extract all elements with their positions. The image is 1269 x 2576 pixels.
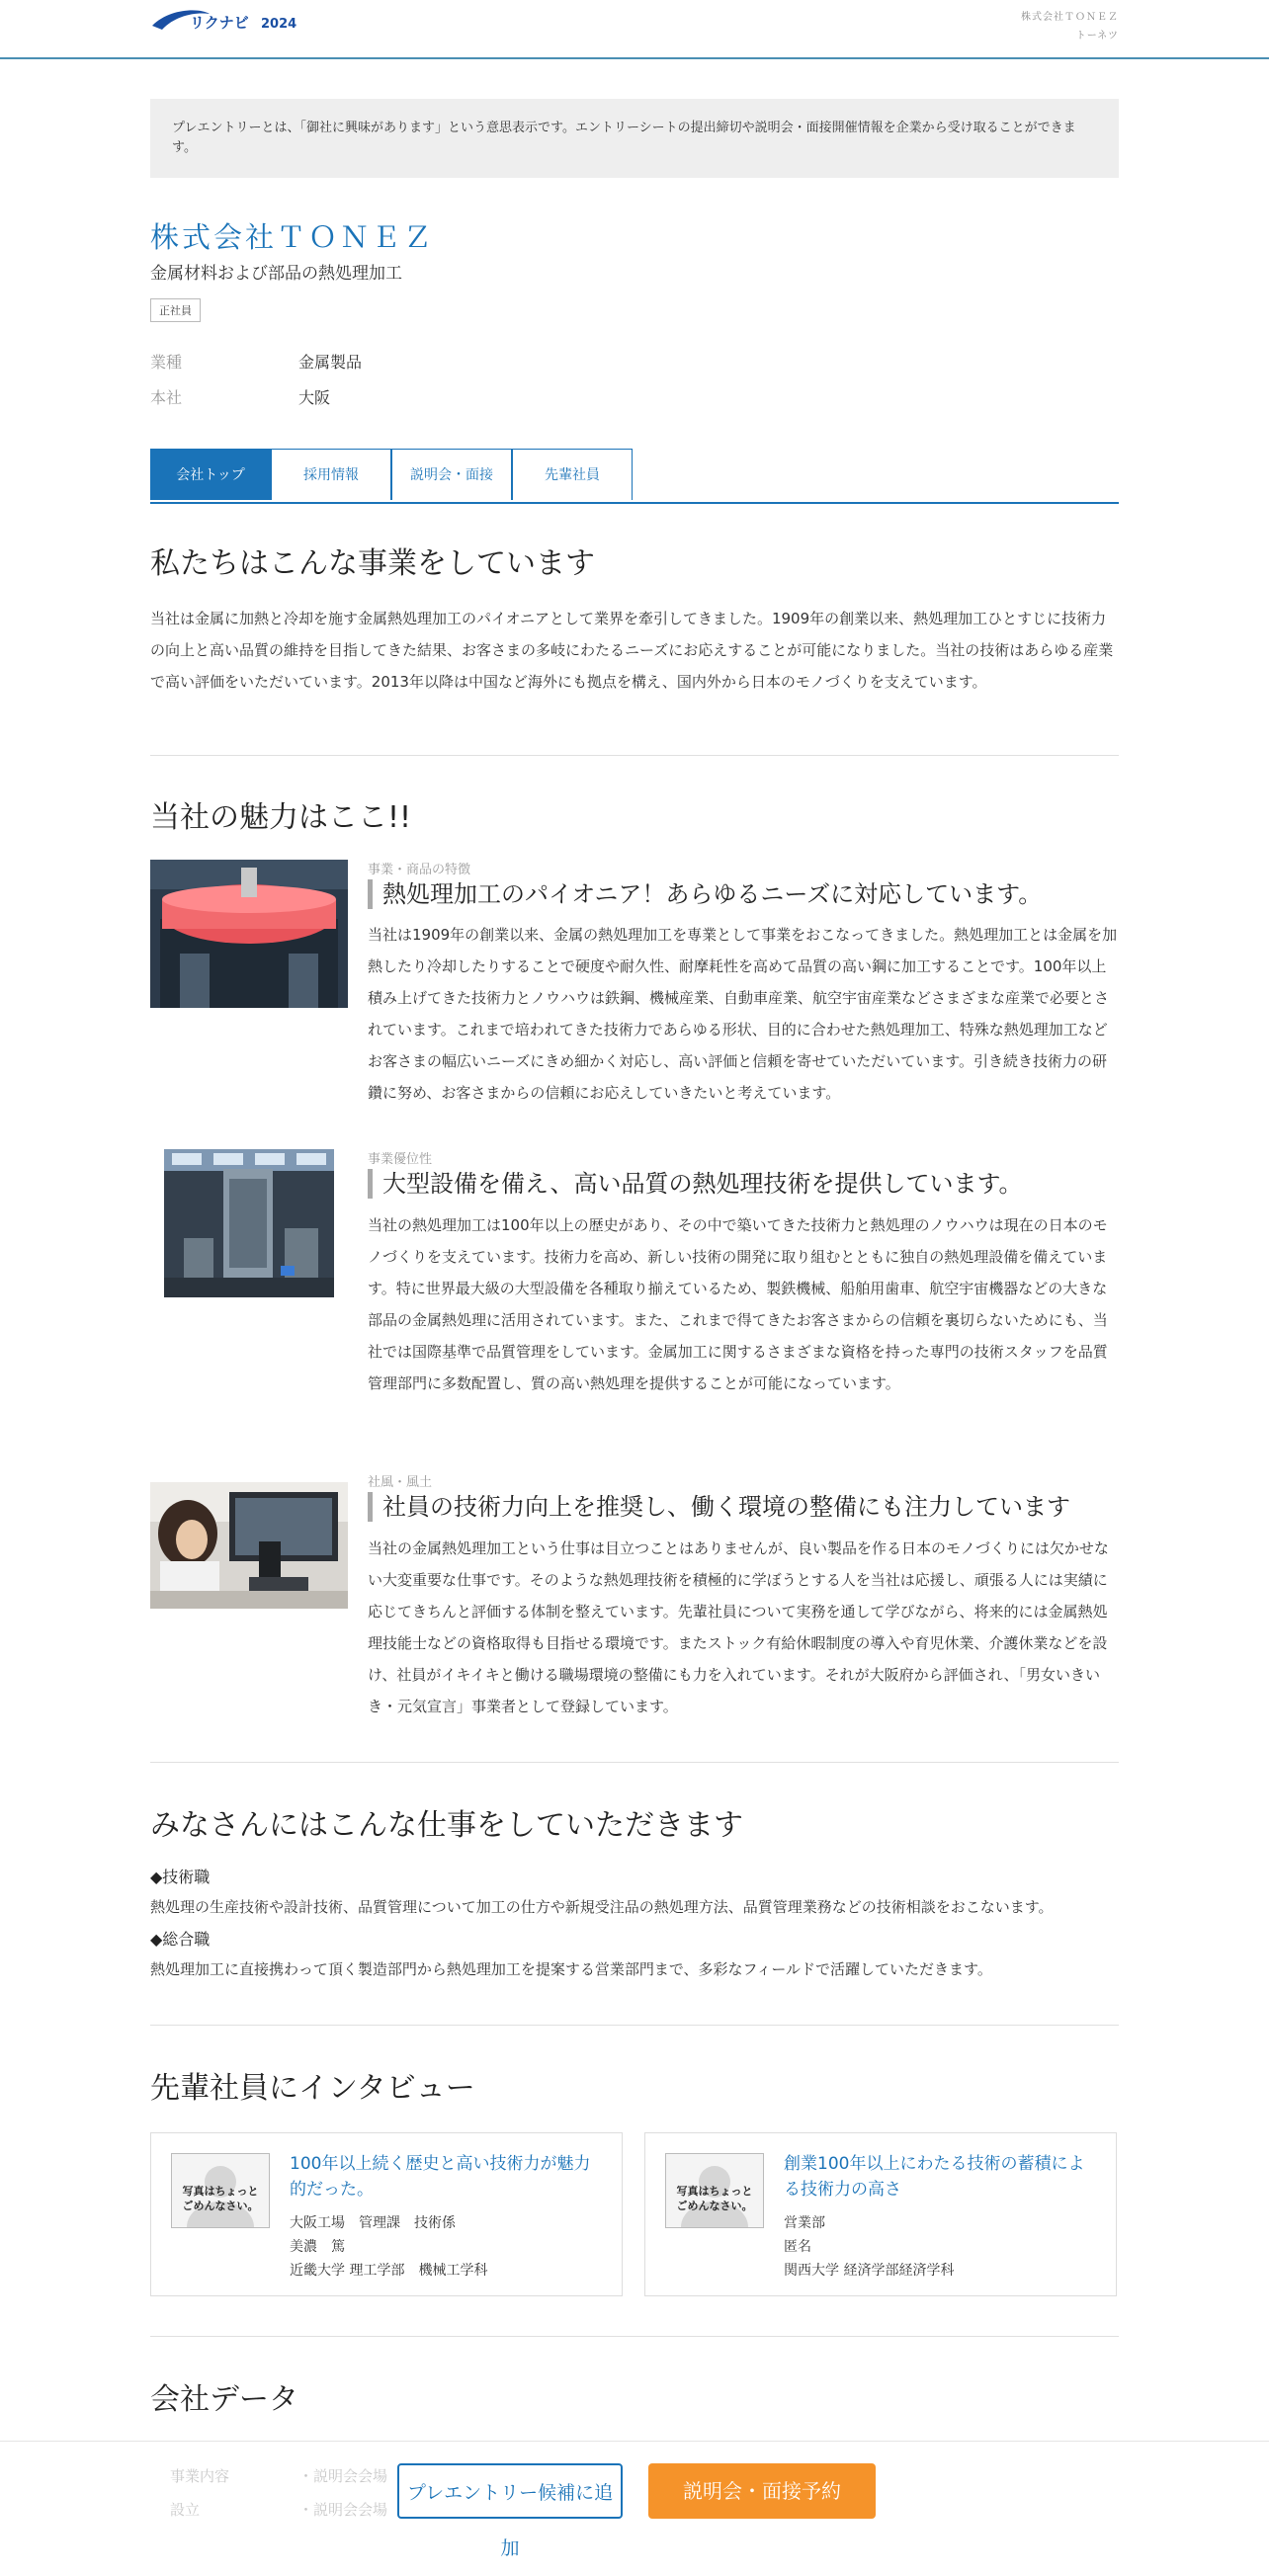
- company-data-row-label: 事業内容: [170, 2467, 230, 2485]
- charm-3-title: 社員の技術力向上を推奨し、働く環境の整備にも注力しています: [368, 1492, 1134, 1522]
- interview-school: 関西大学 経済学部経済学科: [784, 2263, 955, 2279]
- employment-type-badge: 正社員: [150, 298, 201, 322]
- interview-name: 美濃 篤: [290, 2239, 345, 2255]
- hq-label: 本社: [150, 388, 183, 407]
- business-heading: 私たちはこんな事業をしています: [150, 546, 595, 581]
- photo-placeholder: [171, 2153, 270, 2228]
- photo-placeholder-line-2: ごめんなさい。: [182, 2200, 259, 2212]
- tab-seminar-interview[interactable]: 説明会・面接: [391, 449, 512, 500]
- tab-recruit-info[interactable]: 採用情報: [271, 449, 391, 500]
- photo-placeholder-text: [172, 2184, 269, 2213]
- interview-name: 匿名: [784, 2239, 811, 2255]
- header-company-name: [1021, 8, 1119, 45]
- header-company-label: 株式会社ＴＯＮＥＺ: [1021, 12, 1119, 23]
- industry-value: 金属製品: [298, 353, 363, 372]
- company-subtitle: 金属材料および部品の熱処理加工: [150, 264, 402, 284]
- site-header: [0, 0, 1269, 59]
- job-1-body: 熱処理の生産技術や設計技術、品質管理について加工の仕方や新規受注品の熱処理方法、品質管理業務などの技術相談をおこないます。: [150, 1898, 1054, 1916]
- tab-senior-staff[interactable]: 先輩社員: [512, 449, 633, 500]
- hq-value: 大阪: [298, 388, 331, 407]
- charm-3-body: 当社の金属熱処理加工という仕事は目立つことはありませんが、良い製品を作る日本のモノづくりには欠かせない大変重要な仕事です。そのような熱処理技術を積極的に学ぼうとする人を当社は応援し、頑張る人には実績に応じてきちんと評価する体制を整えています。先輩社員について実務を通して学びながら、将来的には金属熱処理技能士などの資格取得も目指せる環境です。またストック有給休暇制度の導入や育児休業、介護休業などを設け、社員がイキイキと働ける職場環境の整備にも力を入れています。それが大阪府から評価され、「男女いきいき・元気宣言」事業者として登録しています。: [368, 1539, 1109, 1715]
- industry-row: [150, 350, 362, 373]
- job-2-body: 熱処理加工に直接携わって頂く製造部門から熱処理加工を提案する営業部門まで、多彩なフィールドで活躍していただきます。: [150, 1960, 992, 1978]
- charm-1-category: 事業・商品の特徴: [368, 863, 471, 877]
- company-data-row-value: ・説明会会場: [298, 2501, 388, 2519]
- jobs-heading: みなさんにはこんな仕事をしていただきます: [150, 1808, 743, 1843]
- company-name: 株式会社ＴＯＮＥＺ: [150, 220, 436, 254]
- pre-entry-notice: プレエントリーとは、「御社に興味があります」という意思表示です。エントリーシートの提出締切や説明会・面接開催情報を企業から受け取ることができます。: [150, 99, 1119, 178]
- photo-placeholder-line-1: 写真はちょっと: [182, 2185, 259, 2198]
- charm-3-category: 社風・風土: [368, 1475, 433, 1490]
- business-text: 当社は金属に加熱と冷却を施す金属熱処理加工のパイオニアとして業界を牽引してきました。1909年の創業以来、熱処理加工ひとすじに技術力の向上と高い品質の維持を目指してきた結果、お客さまの多岐にわたるニーズにお応えすることが可能になりました。当社の技術はあらゆる産業で高い評価をいただいています。2013年以降は中国など海外にも拠点を構え、国内外から日本のモノづくりを支えています。: [150, 610, 1114, 691]
- charm-2-title: 大型設備を備え、高い品質の熱処理技術を提供しています。: [368, 1169, 1134, 1199]
- add-pre-entry-button[interactable]: プレエントリー候補に追加: [397, 2463, 623, 2519]
- company-data-heading: 会社データ: [150, 2382, 298, 2417]
- divider: [150, 2025, 1119, 2026]
- interview-dept: 大阪工場 管理課 技術係: [290, 2215, 456, 2231]
- photo-placeholder: [665, 2153, 764, 2228]
- divider: [150, 2336, 1119, 2337]
- photo-placeholder-line-2: ごめんなさい。: [676, 2200, 753, 2212]
- seminar-reservation-button[interactable]: 説明会・面接予約: [648, 2463, 876, 2519]
- tab-company-top[interactable]: 会社トップ: [150, 449, 271, 500]
- industry-label: 業種: [150, 353, 183, 372]
- interview-heading: 先輩社員にインタビュー: [150, 2071, 475, 2106]
- hq-row: [150, 385, 330, 408]
- logo-swoosh-icon: [150, 6, 298, 34]
- heat-treatment-furnace-image: [150, 860, 348, 1008]
- charm-2-body: 当社の熱処理加工は100年以上の歴史があり、その中で築いてきた技術力と熱処理のノウハウは現在の日本のモノづくりを支えています。技術力を高め、新しい技術の開発に取り組むとともに独自の熱処理設備を備えています。特に世界最大級の大型設備を各種取り揃えているため、製鉄機械、船舶用歯車、航空宇宙機器などの大きな部品の金属熱処理に活用されています。また、これまで得てきたお客さまからの信頼を裏切らないためにも、当社では国際基準で品質管理をしています。金属加工に関するさまざまな資格を持った専門の技術スタッフを品質管理部門に多数配置し、質の高い熱処理を提供することが可能になっています。: [368, 1216, 1108, 1392]
- svg-text:リクナビ: リクナビ: [190, 14, 249, 32]
- company-data-row-label: 設立: [170, 2501, 201, 2519]
- divider: [150, 1762, 1119, 1763]
- factory-equipment-image: [164, 1149, 334, 1297]
- charm-2-category: 事業優位性: [368, 1152, 433, 1167]
- interview-title-link[interactable]: 100年以上続く歴史と高い技術力が魅力的だった。: [290, 2154, 591, 2200]
- interview-title-link[interactable]: 創業100年以上にわたる技術の蓄積による技術力の高さ: [784, 2154, 1085, 2200]
- interview-dept: 営業部: [784, 2215, 825, 2231]
- rikunabi-logo[interactable]: [150, 6, 298, 34]
- microscope-worker-image: [150, 1482, 348, 1609]
- photo-placeholder-text: [666, 2184, 763, 2213]
- interview-school: 近畿大学 理工学部 機械工学科: [290, 2263, 488, 2279]
- job-2-heading: ◆総合職: [150, 1930, 211, 1949]
- bottom-action-bar: [0, 2441, 1269, 2559]
- interview-card[interactable]: [150, 2132, 623, 2296]
- photo-placeholder-line-1: 写真はちょっと: [676, 2185, 753, 2198]
- header-company-kana: トーネツ: [1075, 31, 1119, 42]
- charm-1-title: 熱処理加工のパイオニア！あらゆるニーズに対応しています。: [368, 879, 1134, 909]
- company-data-row-value: ・説明会会場: [298, 2467, 388, 2485]
- job-1-heading: ◆技術職: [150, 1868, 211, 1886]
- interview-card[interactable]: [644, 2132, 1117, 2296]
- svg-text:2024: 2024: [261, 17, 297, 32]
- charm-1-body: 当社は1909年の創業以来、金属の熱処理加工を専業として事業をおこなってきました。熱処理加工とは金属を加熱したり冷却したりすることで硬度や耐久性、耐摩耗性を高めて品質の高い鋼に加工することです。100年以上積み上げてきた技術力とノウハウは鉄鋼、機械産業、自動車産業、航空宇宙産業などさまざまな産業で必要とされています。これまで培われてきた技術力であらゆる形状、目的に合わせた熱処理加工、特殊な熱処理加工などお客さまの幅広いニーズにきめ細かく対応し、高い評価と信頼を寄せていただいています。引き続き技術力の研鑽に努め、お客さまからの信頼にお応えしていきたいと考えています。: [368, 926, 1118, 1102]
- divider: [150, 755, 1119, 756]
- company-tabs: [150, 449, 1119, 504]
- charm-heading: 当社の魅力はここ!!: [150, 800, 412, 835]
